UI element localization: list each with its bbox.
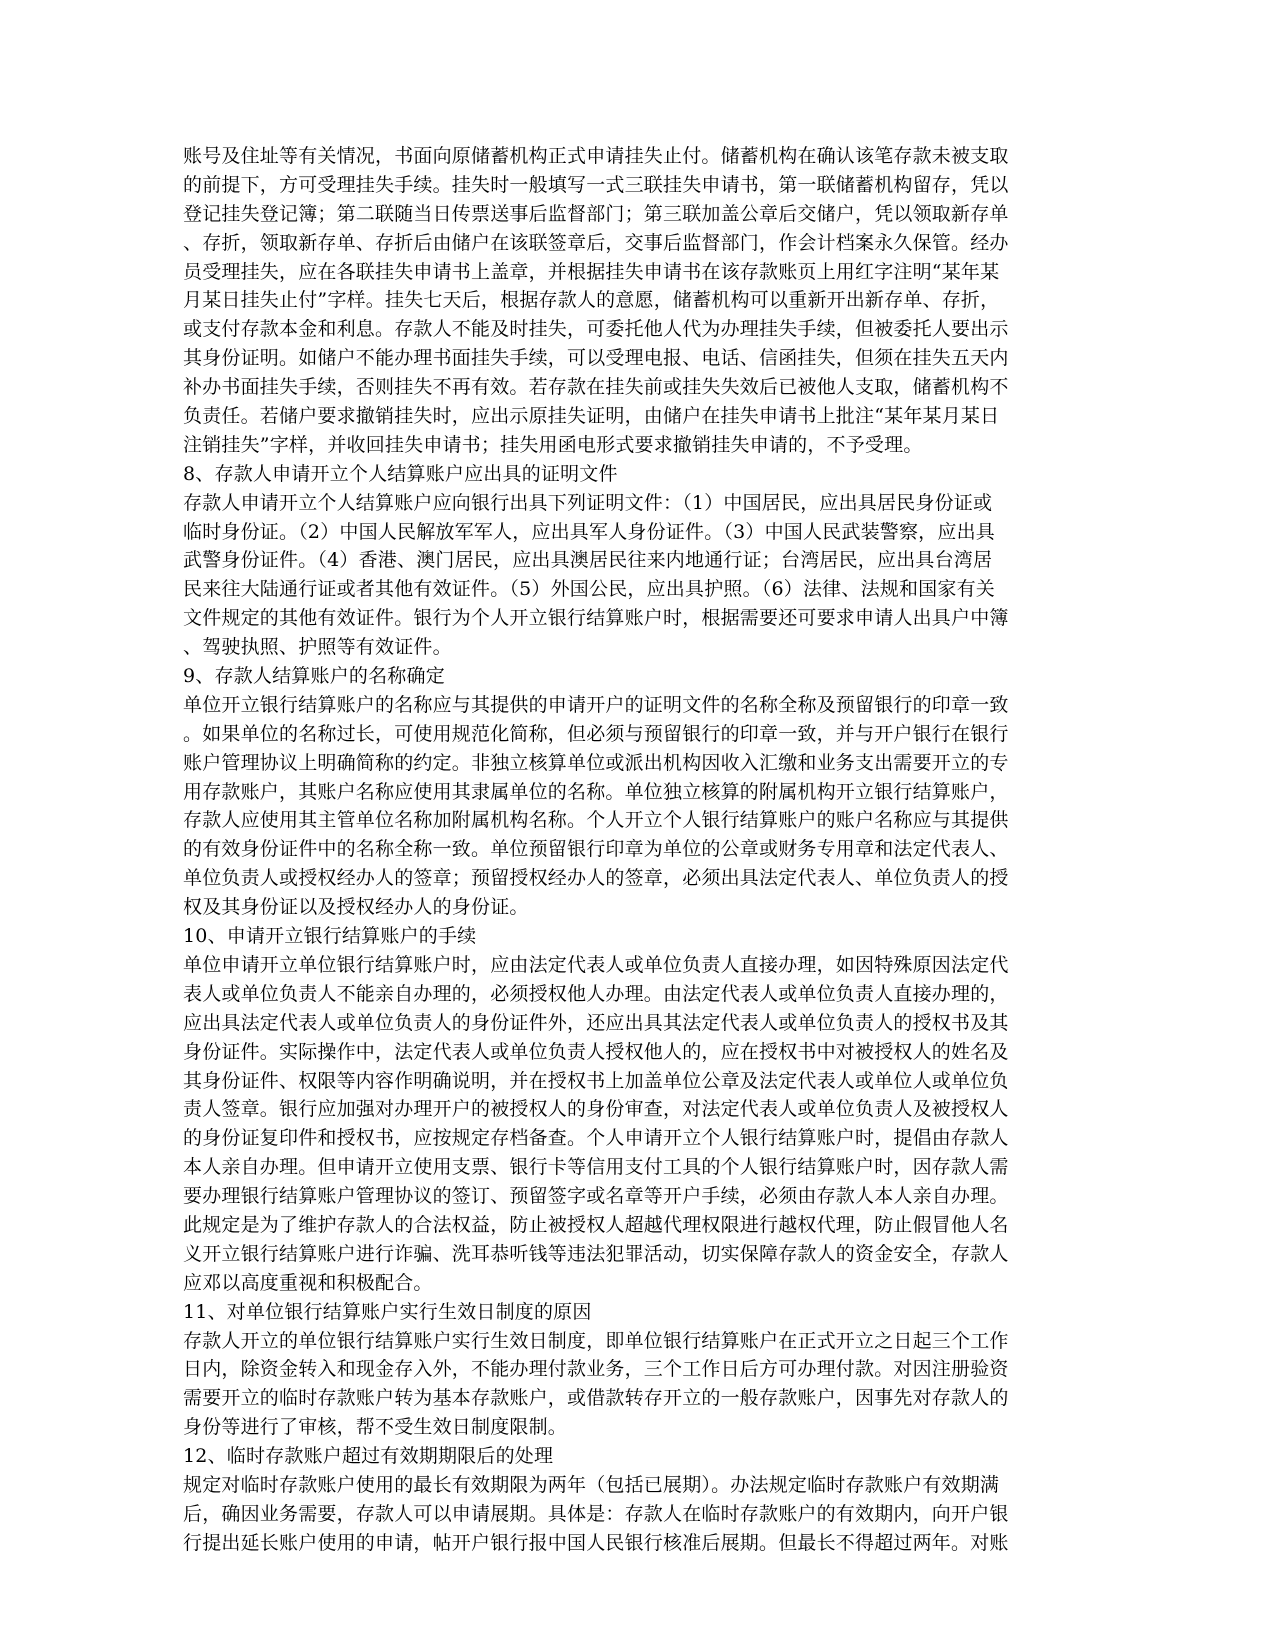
text-line: 责人签章。银行应加强对办理开户的被授权人的身份审查，对法定代表人或单位负责人及被授权人 <box>183 1098 1009 1121</box>
text-line: 应邓以高度重视和积极配合。 <box>183 1271 433 1294</box>
text-line: 存款人申请开立个人结算账户应向银行出具下列证明文件：（1）中国居民，应出具居民身份证或 <box>183 491 993 514</box>
text-line: 后，确因业务需要，存款人可以申请展期。具体是：存款人在临时存款账户的有效期内，向开户银 <box>183 1502 1009 1525</box>
text-line: 规定对临时存款账户使用的最长有效期限为两年（包括已展期）。办法规定临时存款账户有效期满 <box>183 1473 1000 1496</box>
text-line: 补办书面挂失手续，否则挂失不再有效。若存款在挂失前或挂失失效后已被他人支取，储蓄机构不 <box>183 376 1009 399</box>
text-line: 权及其身份证以及授权经办人的身份证。 <box>183 896 529 919</box>
text-line: 身份证件。实际操作中，法定代表人或单位负责人授权他人的，应在授权书中对被授权人的姓名及 <box>183 1040 1009 1063</box>
text-line: 、驾驶执照、护照等有效证件。 <box>183 636 452 659</box>
text-line: 义开立银行结算账户进行诈骗、洗耳恭听钱等违法犯罪活动，切实保障存款人的资金安全，存款人 <box>183 1242 1009 1265</box>
text-line: 临时身份证。（2）中国人民解放军军人，应出具军人身份证件。（3）中国人民武装警察，应出具 <box>183 520 995 543</box>
text-line: 月某日挂失止付”字样。挂失七天后，根据存款人的意愿，储蓄机构可以重新开出新存单、存折， <box>183 289 1000 312</box>
text-line: 本人亲自办理。但申请开立使用支票、银行卡等信用支付工具的个人银行结算账户时，因存款人需 <box>183 1156 1009 1179</box>
text-line: 账户管理协议上明确简称的约定。非独立核算单位或派出机构因收入汇缴和业务支出需要开立的专 <box>183 751 1009 774</box>
text-line: 民来往大陆通行证或者其他有效证件。（5）外国公民，应出具护照。（6）法律、法规和国家有关 <box>183 578 995 601</box>
text-line: 表人或单位负责人不能亲自办理的，必须授权他人办理。由法定代表人或单位负责人直接办理的， <box>183 982 1009 1005</box>
text-line: 需要开立的临时存款账户转为基本存款账户，或借款转存开立的一般存款账户，因事先对存款人的 <box>183 1387 1009 1410</box>
text-line: 单位开立银行结算账户的名称应与其提供的申请开户的证明文件的名称全称及预留银行的印章一致 <box>183 693 1009 716</box>
text-line: 其身份证件、权限等内容作明确说明，并在授权书上加盖单位公章及法定代表人或单位人或单位负 <box>183 1069 1009 1092</box>
text-line: 负责任。若储户要求撤销挂失时，应出示原挂失证明，由储户在挂失申请书上批注“某年某月某日 <box>183 405 1000 428</box>
text-line: 单位申请开立单位银行结算账户时，应由法定代表人或单位负责人直接办理，如因特殊原因法定代 <box>183 953 1009 976</box>
text-line: 注销挂失”字样，并收回挂失申请书；挂失用函电形式要求撤销挂失申请的，不予受理。 <box>183 433 923 456</box>
text-line: 身份等进行了审核，帮不受生效日制度限制。 <box>183 1416 568 1439</box>
text-line: 。如果单位的名称过长，可使用规范化简称，但必须与预留银行的印章一致，并与开户银行在银行 <box>183 722 1009 745</box>
text-line: 12、临时存款账户超过有效期期限后的处理 <box>183 1445 554 1468</box>
text-line: 10、申请开立银行结算账户的手续 <box>183 925 477 948</box>
text-line: 的有效身份证件中的名称全称一致。单位预留银行印章为单位的公章或财务专用章和法定代表人、 <box>183 838 1009 861</box>
text-line: 8、存款人申请开立个人结算账户应出具的证明文件 <box>183 462 618 485</box>
text-line: 应出具法定代表人或单位负责人的身份证件外，还应出具其法定代表人或单位负责人的授权书及其 <box>183 1011 1009 1034</box>
text-line: 的身份证复印件和授权书，应按规定存档备查。个人申请开立个人银行结算账户时，提倡由存款人 <box>183 1127 1009 1150</box>
text-line: 账号及住址等有关情况，书面向原储蓄机构正式申请挂失止付。储蓄机构在确认该笔存款未被支取 <box>183 145 1009 167</box>
text-line: 员受理挂失，应在各联挂失申请书上盖章，并根据挂失申请书在该存款账页上用红字注明“某年某 <box>183 260 1000 283</box>
text-line: 11、对单位银行结算账户实行生效日制度的原因 <box>183 1300 592 1323</box>
text-line: 存款人应使用其主管单位名称加附属机构名称。个人开立个人银行结算账户的账户名称应与其提供 <box>183 809 1009 832</box>
text-line: 文件规定的其他有效证件。银行为个人开立银行结算账户时，根据需要还可要求申请人出具户中簿 <box>183 607 1009 630</box>
text-line: 或支付存款本金和利息。存款人不能及时挂失，可委托他人代为办理挂失手续，但被委托人要出示 <box>183 318 1009 341</box>
text-line: 、存折，领取新存单、存折后由储户在该联签章后，交事后监督部门，作会计档案永久保管。经办 <box>183 231 1009 254</box>
text-line: 的前提下，方可受理挂失手续。挂失时一般填写一式三联挂失申请书，第一联储蓄机构留存，凭以 <box>183 173 1009 196</box>
text-line: 登记挂失登记簿；第二联随当日传票送事后监督部门；第三联加盖公章后交储户，凭以领取新存单 <box>183 202 1009 225</box>
text-line: 日内，除资金转入和现金存入外，不能办理付款业务，三个工作日后方可办理付款。对因注册验资 <box>183 1358 1009 1381</box>
text-line: 要办理银行结算账户管理协议的签订、预留签字或名章等开户手续，必须由存款人本人亲自办理。 <box>183 1185 1009 1208</box>
text-line: 用存款账户，其账户名称应使用其隶属单位的名称。单位独立核算的附属机构开立银行结算账户， <box>183 780 1009 803</box>
text-line: 单位负责人或授权经办人的签章；预留授权经办人的签章，必须出具法定代表人、单位负责人的授 <box>183 867 1009 890</box>
text-line: 存款人开立的单位银行结算账户实行生效日制度，即单位银行结算账户在正式开立之日起三个工作 <box>183 1329 1009 1352</box>
document-page <box>183 142 1055 1558</box>
text-line: 9、存款人结算账户的名称确定 <box>183 665 445 688</box>
text-line: 武警身份证件。（4）香港、澳门居民，应出具澳居民往来内地通行证；台湾居民，应出具台湾居 <box>183 549 993 572</box>
text-line: 行提出延长账户使用的申请，帖开户银行报中国人民银行核准后展期。但最长不得超过两年。对账 <box>183 1531 1009 1554</box>
text-line: 此规定是为了维护存款人的合法权益，防止被授权人超越代理权限进行越权代理，防止假冒他人名 <box>183 1213 1009 1236</box>
text-line: 其身份证明。如储户不能办理书面挂失手续，可以受理电报、电话、信函挂失，但须在挂失五天内 <box>183 347 1009 370</box>
